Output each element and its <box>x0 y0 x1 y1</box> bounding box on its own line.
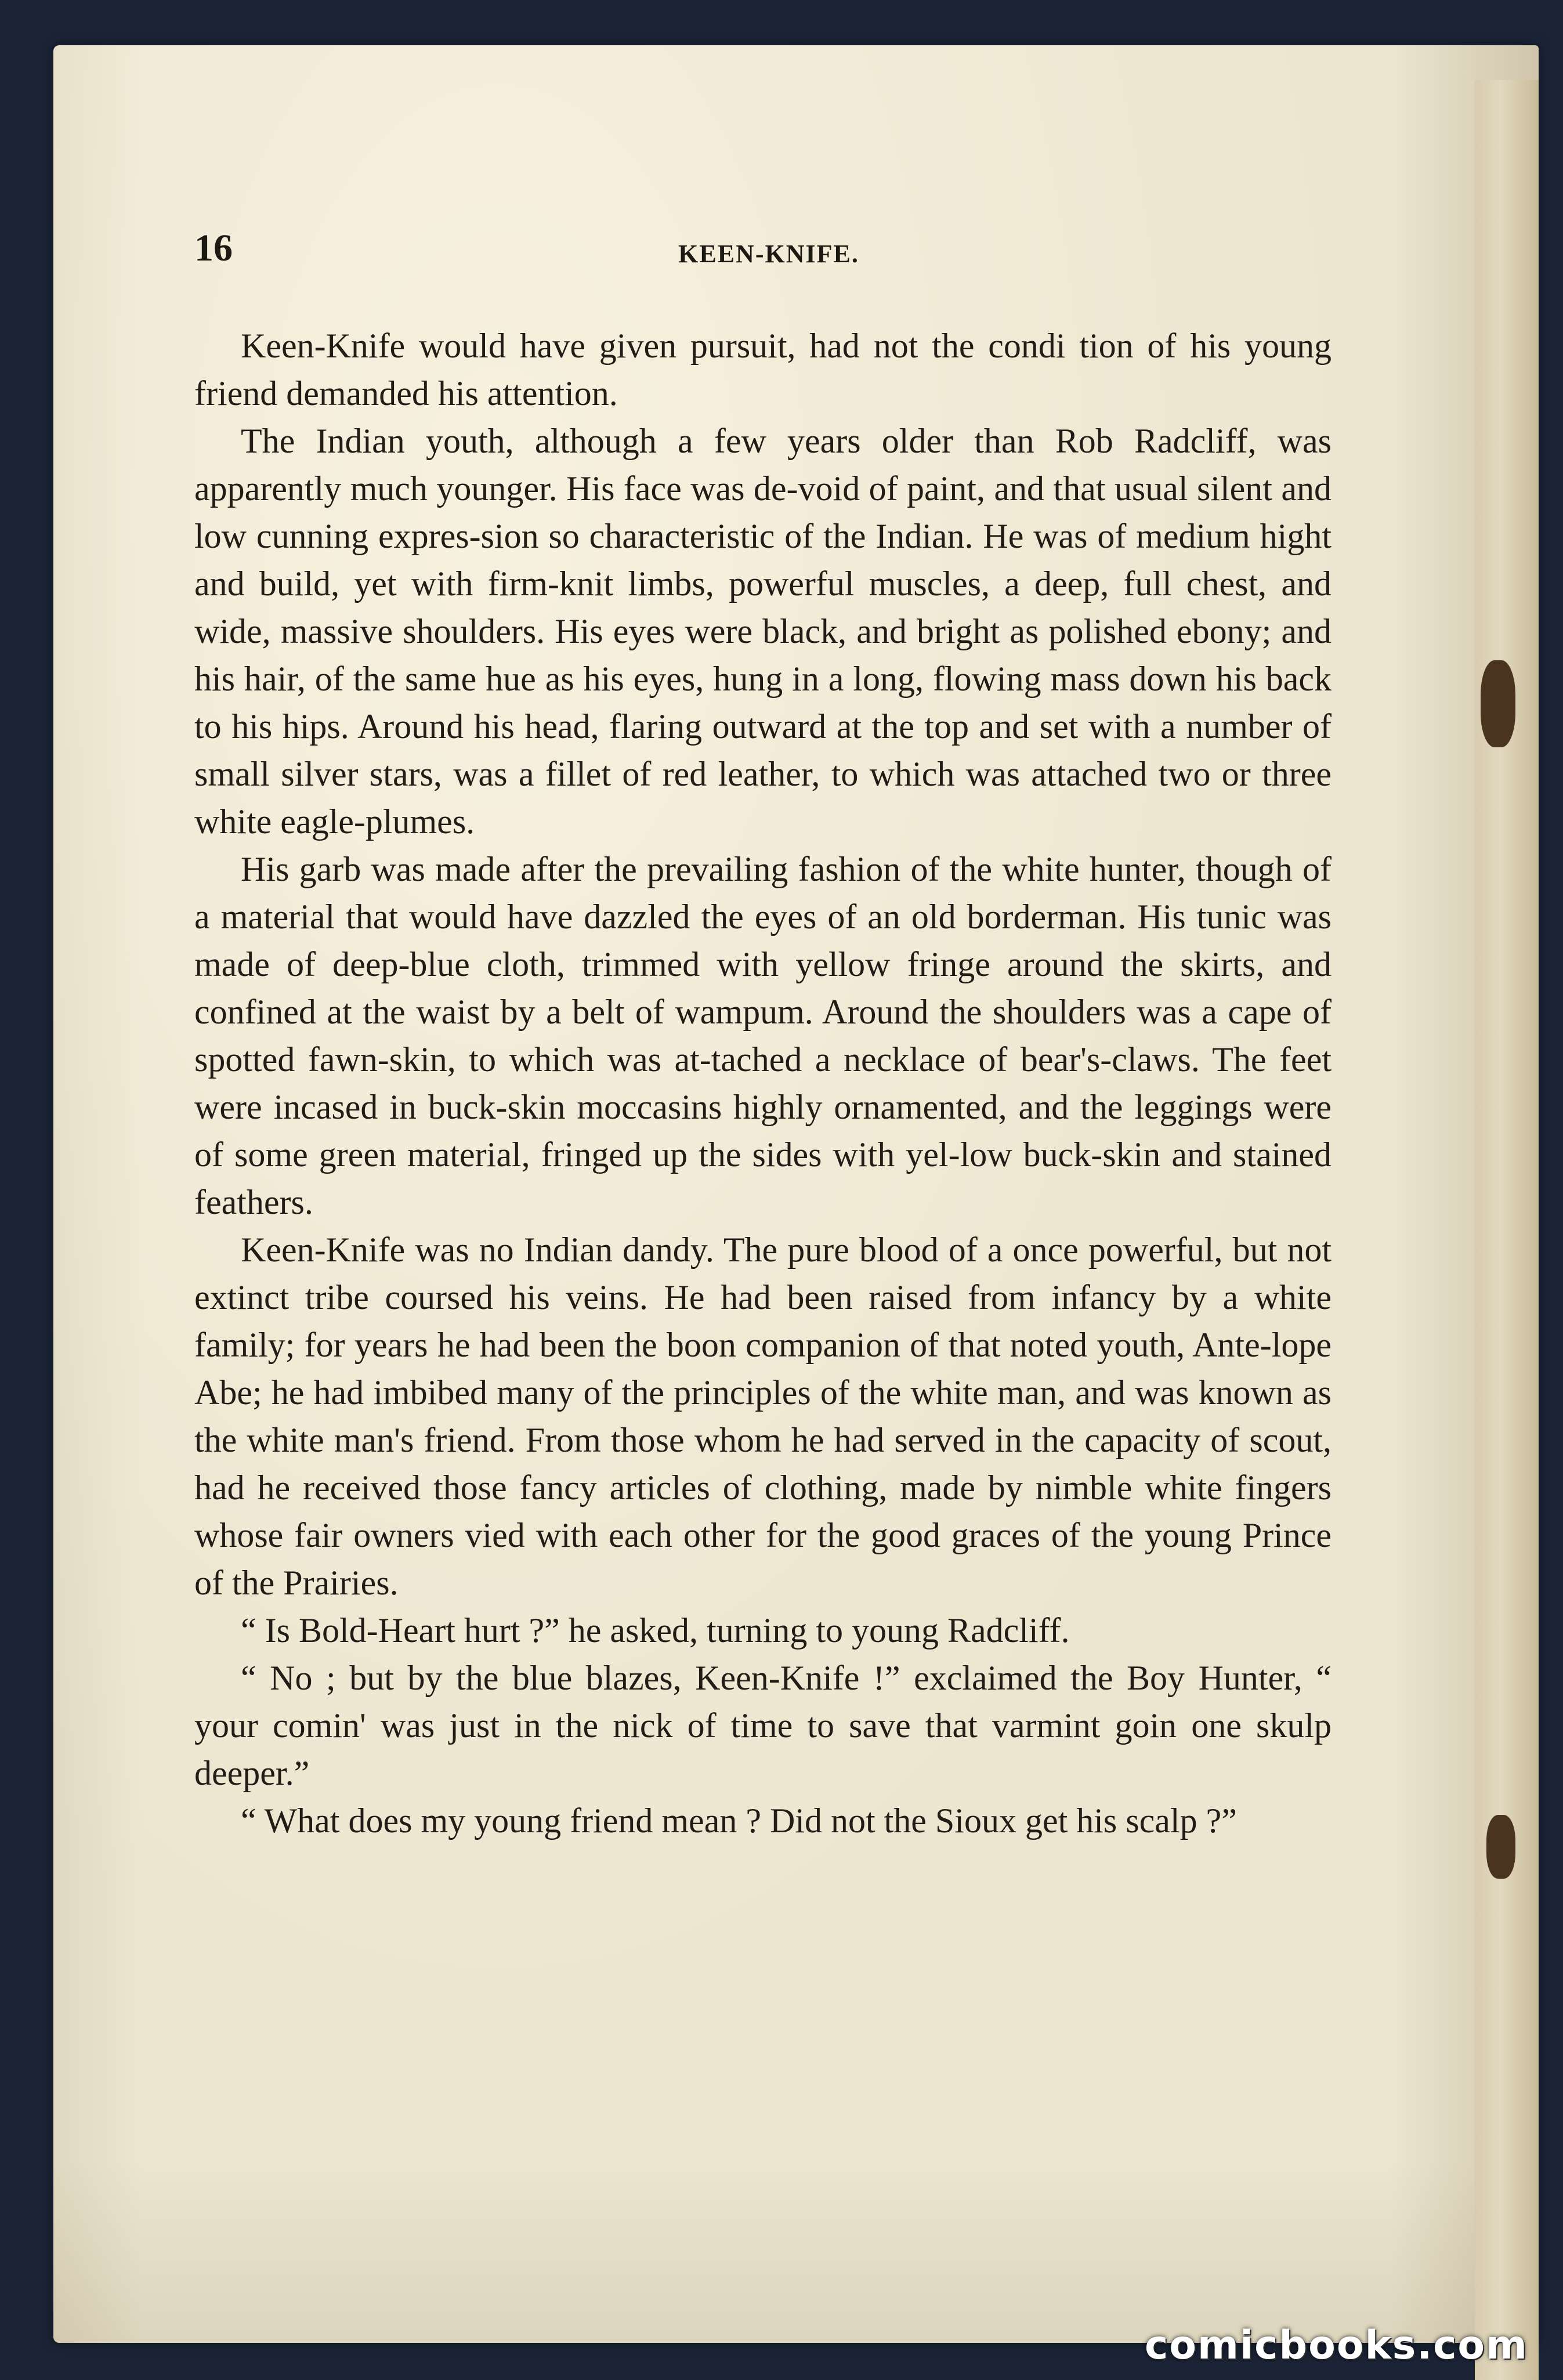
running-title: KEEN-KNIFE. <box>678 240 859 268</box>
binding-mark <box>1481 660 1515 747</box>
paragraph: His garb was made after the prevailing fashion of the white hunter, though of a material that would have dazzled the eyes of an old borderman. His tunic was made of deep-blue cloth, trimmed with yellow fringe around the skirts, and confined at the waist by a belt of wampum. Around the shoulders was a cape of spotted fawn-skin, to which was at-tached a necklace of bear's-claws. The feet were incased in buck-skin moccasins highly ornamented, and the leggings were of some green material, fringed up the sides with yel-low buck-skin and stained feathers. <box>194 850 1332 1221</box>
paragraph: The Indian youth, although a few years older than Rob Radcliff, was apparently much younger. His face was de-void of paint, and that usual silent and low cunning expres-sion so characteristic of the Indian. He was of medium hight and build, yet with firm-knit limbs, powerful muscles, a deep, full chest, and wide, massive shoulders. His eyes were black, and bright as polished ebony; and his hair, of the same hue as his eyes, hung in a long, flowing mass down his back to his hips. Around his head, flaring outward at the top and set with a number of small silver stars, was a fillet of red leather, to which was attached two or three white eagle-plumes. <box>194 422 1332 841</box>
binding-mark <box>1486 1815 1515 1879</box>
paragraph: “ No ; but by the blue blazes, Keen-Knife !” exclaimed the Boy Hunter, “ your comin' was just in the nick of time to save that varmint goin one skulp deeper.” <box>194 1659 1332 1792</box>
body-text <box>194 322 1332 1844</box>
paragraph: “ What does my young friend mean ? Did not the Sioux get his scalp ?” <box>241 1802 1237 1840</box>
paragraph: Keen-Knife would have given pursuit, had not the condi tion of his young friend demanded his attention. <box>194 327 1332 413</box>
page-edge <box>1475 80 1539 2380</box>
running-header <box>194 226 1343 278</box>
watermark: comicbooks.com <box>1144 2323 1528 2368</box>
page-number: 16 <box>194 227 233 269</box>
paragraph: Keen-Knife was no Indian dandy. The pure blood of a once powerful, but not extinct tribe coursed his veins. He had been raised from infancy by a white family; for years he had been the boon companion of that noted youth, Ante-lope Abe; he had imbibed many of the principles of the white man, and was known as the white man's friend. From those whom he had served in the capacity of scout, had he received those fancy articles of clothing, made by nimble white fingers whose fair owners vied with each other for the good graces of the young Prince of the Prairies. <box>194 1231 1332 1602</box>
paragraph: “ Is Bold-Heart hurt ?” he asked, turning to young Radcliff. <box>241 1611 1070 1650</box>
